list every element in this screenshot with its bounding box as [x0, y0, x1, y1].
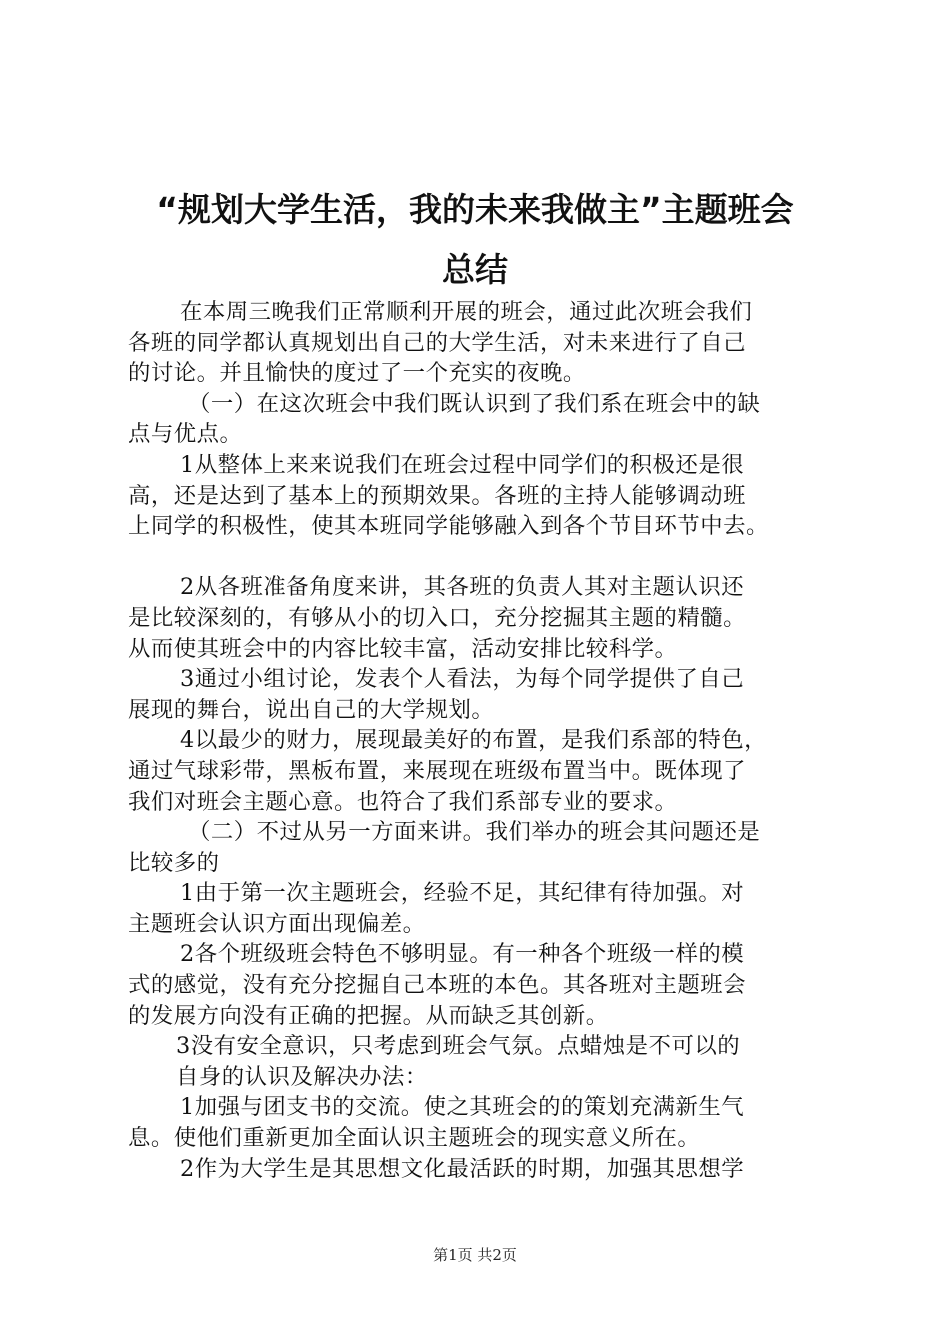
body-line: 自身的认识及解决办法： [176, 1063, 428, 1090]
body-line: （一）在这次班会中我们既认识到了我们系在班会中的缺 [188, 390, 761, 417]
body-line: 从而使其班会中的内容比较丰富，活动安排比较科学。 [128, 635, 678, 662]
body-line: 展现的舞台，说出自己的大学规划。 [128, 696, 495, 723]
body-line: 比较多的 [128, 849, 220, 876]
body-line: 各班的同学都认真规划出自己的大学生活，对未来进行了自己 [128, 329, 747, 356]
body-line: 我们对班会主题心意。也符合了我们系部专业的要求。 [128, 788, 678, 815]
body-line: 1由于第一次主题班会，经验不足，其纪律有待加强。对 [180, 880, 745, 907]
document-body [128, 297, 838, 1184]
body-line: 的发展方向没有正确的把握。从而缺乏其创新。 [128, 1002, 609, 1029]
blank-line [128, 542, 838, 573]
body-line: 上同学的积极性，使其本班同学能够融入到各个节目环节中去。 [128, 513, 769, 540]
body-line: 2各个班级班会特色不够明显。有一种各个班级一样的模 [180, 941, 745, 968]
body-line: 高，还是达到了基本上的预期效果。各班的主持人能够调动班 [128, 482, 747, 509]
body-line: 2从各班准备角度来讲，其各班的负责人其对主题认识还 [180, 574, 745, 601]
body-line: （二）不过从另一方面来讲。我们举办的班会其问题还是 [188, 819, 761, 846]
body-line: 3通过小组讨论，发表个人看法，为每个同学提供了自己 [180, 666, 745, 693]
body-line: 通过气球彩带，黑板布置，来展现在班级布置当中。既体现了 [128, 757, 747, 784]
body-line: 4以最少的财力，展现最美好的布置，是我们系部的特色， [180, 727, 768, 754]
body-line: 1加强与团支书的交流。使之其班会的的策划充满新生气 [180, 1094, 745, 1121]
body-line: 3没有安全意识，只考虑到班会气氛。点蜡烛是不可以的 [176, 1033, 741, 1060]
body-line: 式的感觉，没有充分挖掘自己本班的本色。其各班对主题班会 [128, 972, 747, 999]
document-title-line-2: 总结 [442, 250, 508, 289]
body-line: 主题班会认识方面出现偏差。 [128, 910, 426, 937]
body-line: 1从整体上来来说我们在班会过程中同学们的积极还是很 [180, 451, 745, 478]
page-number-footer: 第1页 共2页 [433, 1246, 517, 1264]
body-line: 是比较深刻的，有够从小的切入口，充分挖掘其主题的精髓。 [128, 604, 747, 631]
body-line: 在本周三晚我们正常顺利开展的班会，通过此次班会我们 [180, 299, 753, 325]
body-line: 点与优点。 [128, 421, 243, 448]
body-line: 2作为大学生是其思想文化最活跃的时期，加强其思想学 [180, 1155, 745, 1182]
body-line: 息。使他们重新更加全面认识主题班会的现实意义所在。 [128, 1125, 701, 1152]
document-title-line-1: “规划大学生活，我的未来我做主”主题班会 [156, 190, 794, 229]
body-line: 的讨论。并且愉快的度过了一个充实的夜晚。 [128, 360, 586, 387]
